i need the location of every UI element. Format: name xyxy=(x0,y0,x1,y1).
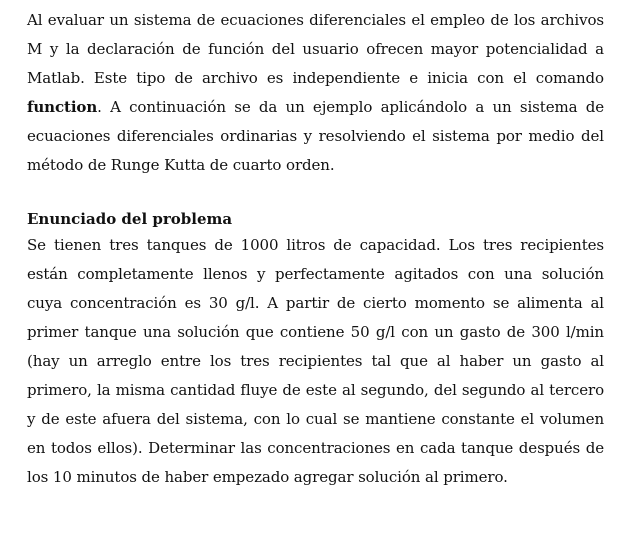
document-page xyxy=(27,6,604,492)
intro-text-end: . A continuación se da un ejemplo aplicándolo a un sistema de ecuaciones diferenciales ordinarias y resolviendo el sistema por medio del método de Runge Kutta de cuarto orden. xyxy=(27,98,604,174)
intro-text-start: Al evaluar un sistema de ecuaciones diferenciales el empleo de los archivos M y la declaración de función del usuario ofrecen mayor potencialidad a Matlab. Este tipo de archivo es independiente e inicia con el comando xyxy=(27,11,604,87)
problem-paragraph: Se tienen tres tanques de 1000 litros de capacidad. Los tres recipientes están completamente llenos y perfectamente agitados con una solución cuya concentración es 30 g/l. A partir de cierto momento se alimenta al primer tanque una solución que contiene 50 g/l con un gasto de 300 l/min (hay un arreglo entre los tres recipientes tal que al haber un gasto al primero, la misma cantidad fluye de este al segundo, del segundo al tercero y de este afuera del sistema, con lo cual se mantiene constante el volumen en todos ellos). Determinar las concentraciones en cada tanque después de los 10 minutos de haber empezado agregar solución al primero. xyxy=(27,236,604,486)
function-keyword: function xyxy=(27,98,98,116)
intro-paragraph xyxy=(27,6,604,180)
problem-heading: Enunciado del problema xyxy=(27,210,233,228)
